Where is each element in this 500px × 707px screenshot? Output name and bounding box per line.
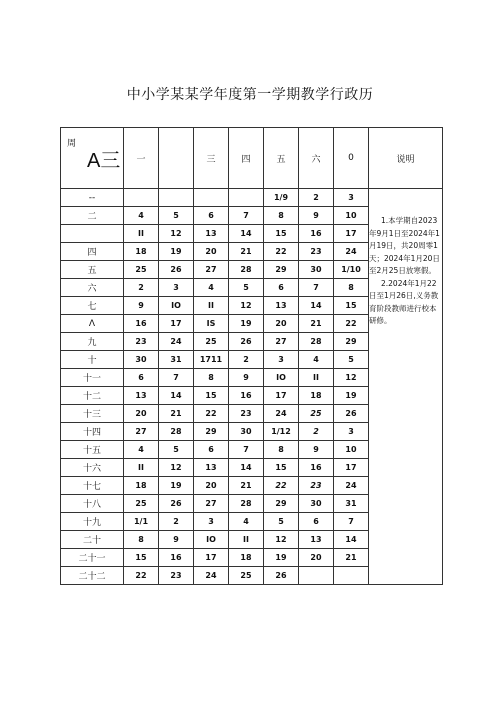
date-cell: 14 — [334, 531, 369, 549]
date-cell: 20 — [124, 405, 159, 423]
date-cell: 16 — [299, 225, 334, 243]
week-header-cell — [61, 128, 124, 189]
date-cell: 25 — [124, 261, 159, 279]
date-cell: 21 — [334, 549, 369, 567]
date-cell: 20 — [194, 243, 229, 261]
week-number-cell — [61, 225, 124, 243]
date-cell: 8 — [264, 207, 299, 225]
date-cell: 30 — [229, 423, 264, 441]
date-cell: 3 — [194, 513, 229, 531]
date-cell: 20 — [194, 477, 229, 495]
date-cell: 9 — [299, 441, 334, 459]
date-cell: II — [194, 297, 229, 315]
date-cell: 20 — [299, 549, 334, 567]
week-number-cell: 十六 — [61, 459, 124, 477]
date-cell — [299, 567, 334, 585]
date-cell: 1/9 — [264, 189, 299, 207]
week-header-label: 周 — [67, 139, 77, 149]
date-cell: 9 — [229, 369, 264, 387]
date-cell: 21 — [229, 243, 264, 261]
date-cell: 23 — [299, 477, 334, 495]
date-cell: 2 — [229, 351, 264, 369]
date-cell: 3 — [159, 279, 194, 297]
week-number-cell: 九 — [61, 333, 124, 351]
day-header: 四 — [229, 128, 264, 189]
date-cell: 12 — [159, 225, 194, 243]
date-cell: 25 — [229, 567, 264, 585]
date-cell: 24 — [159, 333, 194, 351]
date-cell: 15 — [124, 549, 159, 567]
date-cell: 2 — [299, 189, 334, 207]
week-number-cell: 十八 — [61, 495, 124, 513]
date-cell: 12 — [334, 369, 369, 387]
date-cell: 7 — [299, 279, 334, 297]
week-number-cell: 七 — [61, 297, 124, 315]
date-cell: 29 — [334, 333, 369, 351]
date-cell: 17 — [194, 549, 229, 567]
week-number-cell: 六 — [61, 279, 124, 297]
date-cell: 17 — [334, 225, 369, 243]
week-number-cell: 二 — [61, 207, 124, 225]
date-cell: 30 — [299, 261, 334, 279]
date-cell: 6 — [124, 369, 159, 387]
date-cell: 7 — [229, 207, 264, 225]
date-cell: 8 — [264, 441, 299, 459]
date-cell: 13 — [124, 387, 159, 405]
date-cell: 23 — [159, 567, 194, 585]
date-cell: 16 — [124, 315, 159, 333]
date-cell: II — [124, 459, 159, 477]
date-cell: 16 — [299, 459, 334, 477]
notes-cell — [369, 189, 443, 585]
date-cell: 1/10 — [334, 261, 369, 279]
date-cell: 22 — [194, 405, 229, 423]
date-cell: 26 — [159, 261, 194, 279]
week-number-cell: -- — [61, 189, 124, 207]
date-cell: 24 — [334, 243, 369, 261]
date-cell: 17 — [334, 459, 369, 477]
date-cell: 4 — [229, 513, 264, 531]
date-cell: 21 — [159, 405, 194, 423]
date-cell: 29 — [264, 261, 299, 279]
date-cell: 10 — [334, 207, 369, 225]
date-cell: 27 — [264, 333, 299, 351]
day-header: 六 — [299, 128, 334, 189]
week-number-cell: 十 — [61, 351, 124, 369]
calendar-table — [60, 127, 443, 585]
date-cell: 17 — [264, 387, 299, 405]
date-cell: 18 — [229, 549, 264, 567]
date-cell: 8 — [124, 531, 159, 549]
week-number-cell: 四 — [61, 243, 124, 261]
date-cell: 7 — [334, 513, 369, 531]
week-number-cell: 五 — [61, 261, 124, 279]
date-cell: II — [229, 531, 264, 549]
week-number-cell: 十九 — [61, 513, 124, 531]
date-cell: 8 — [334, 279, 369, 297]
date-cell: 13 — [194, 225, 229, 243]
date-cell: 5 — [264, 513, 299, 531]
date-cell: 5 — [334, 351, 369, 369]
date-cell: 4 — [124, 441, 159, 459]
week-number-cell: 十一 — [61, 369, 124, 387]
date-cell: 4 — [299, 351, 334, 369]
date-cell: 25 — [124, 495, 159, 513]
date-cell: 6 — [299, 513, 334, 531]
day-header — [159, 128, 194, 189]
week-number-cell: 二十一 — [61, 549, 124, 567]
date-cell: 22 — [264, 243, 299, 261]
date-cell: 15 — [264, 225, 299, 243]
date-cell — [334, 567, 369, 585]
week-number-cell: 十五 — [61, 441, 124, 459]
header-row — [61, 128, 443, 189]
date-cell: 1711 — [194, 351, 229, 369]
date-cell: 30 — [299, 495, 334, 513]
date-cell: 7 — [229, 441, 264, 459]
date-cell: 28 — [229, 495, 264, 513]
date-cell: 18 — [124, 243, 159, 261]
date-cell — [229, 189, 264, 207]
date-cell: 19 — [229, 315, 264, 333]
date-cell: 6 — [194, 207, 229, 225]
date-cell: 15 — [264, 459, 299, 477]
date-cell: 14 — [229, 225, 264, 243]
date-cell: 1/12 — [264, 423, 299, 441]
week-number-cell: 二十二 — [61, 567, 124, 585]
date-cell: 29 — [264, 495, 299, 513]
week-number-cell: 二十 — [61, 531, 124, 549]
date-cell: 15 — [194, 387, 229, 405]
date-cell: 2 — [124, 279, 159, 297]
date-cell: 2 — [299, 423, 334, 441]
date-cell: 12 — [264, 531, 299, 549]
date-cell: 3 — [264, 351, 299, 369]
date-cell: 5 — [229, 279, 264, 297]
date-cell: 5 — [159, 441, 194, 459]
date-cell: 31 — [334, 495, 369, 513]
date-cell: 23 — [124, 333, 159, 351]
date-cell: 19 — [334, 387, 369, 405]
date-cell: 24 — [194, 567, 229, 585]
date-cell: 19 — [159, 243, 194, 261]
date-cell: 20 — [264, 315, 299, 333]
date-cell: 25 — [299, 405, 334, 423]
note-header: 说明 — [369, 128, 443, 189]
date-cell: 5 — [159, 207, 194, 225]
date-cell: II — [124, 225, 159, 243]
date-cell: 30 — [124, 351, 159, 369]
day-header: 0 — [334, 128, 369, 189]
date-cell: 26 — [264, 567, 299, 585]
week-header-big-label: A三 — [87, 150, 121, 172]
date-cell: 31 — [159, 351, 194, 369]
date-cell: 9 — [124, 297, 159, 315]
date-cell — [194, 189, 229, 207]
date-cell: IO — [159, 297, 194, 315]
date-cell: 14 — [299, 297, 334, 315]
date-cell: 4 — [194, 279, 229, 297]
date-cell: 18 — [299, 387, 334, 405]
date-cell — [124, 189, 159, 207]
date-cell: 21 — [299, 315, 334, 333]
date-cell: II — [299, 369, 334, 387]
date-cell: 21 — [229, 477, 264, 495]
date-cell: 26 — [229, 333, 264, 351]
note-item-2: 2.2024年1月22日至1月26日,义务教育阶段教师进行校本研修。 — [369, 278, 439, 325]
date-cell: 23 — [299, 243, 334, 261]
date-cell: 9 — [299, 207, 334, 225]
date-cell: 7 — [159, 369, 194, 387]
day-header: 五 — [264, 128, 299, 189]
date-cell: 18 — [124, 477, 159, 495]
week-number-cell: 十三 — [61, 405, 124, 423]
date-cell: 27 — [124, 423, 159, 441]
date-cell: 27 — [194, 495, 229, 513]
date-cell: 12 — [159, 459, 194, 477]
week-number-cell: 十七 — [61, 477, 124, 495]
day-header: 三 — [194, 128, 229, 189]
date-cell: 26 — [334, 405, 369, 423]
date-cell: 13 — [194, 459, 229, 477]
date-cell: 25 — [194, 333, 229, 351]
date-cell: 19 — [264, 549, 299, 567]
date-cell: 1/1 — [124, 513, 159, 531]
date-cell: 9 — [159, 531, 194, 549]
day-header: 一 — [124, 128, 159, 189]
date-cell: 16 — [229, 387, 264, 405]
date-cell: 23 — [229, 405, 264, 423]
date-cell — [159, 189, 194, 207]
date-cell: 3 — [334, 189, 369, 207]
date-cell: IO — [194, 531, 229, 549]
table-row — [61, 189, 443, 207]
week-number-cell: 十四 — [61, 423, 124, 441]
page-title: 中小学某某学年度第一学期教学行政历 — [126, 87, 374, 103]
date-cell: 24 — [334, 477, 369, 495]
date-cell: IO — [264, 369, 299, 387]
date-cell: 8 — [194, 369, 229, 387]
date-cell: 10 — [334, 441, 369, 459]
date-cell: 28 — [229, 261, 264, 279]
date-cell: 16 — [159, 549, 194, 567]
date-cell: 14 — [229, 459, 264, 477]
date-cell: 22 — [264, 477, 299, 495]
date-cell: 24 — [264, 405, 299, 423]
date-cell: 13 — [264, 297, 299, 315]
date-cell: 29 — [194, 423, 229, 441]
date-cell: 28 — [159, 423, 194, 441]
note-item-1: 1.本学期自2023年9月1日至2024年1月19日，共20周零1天；2024年1月20日至2月25日放寒假。 — [369, 216, 440, 275]
date-cell: 2 — [159, 513, 194, 531]
week-number-cell: 十二 — [61, 387, 124, 405]
date-cell: 12 — [229, 297, 264, 315]
date-cell: 3 — [334, 423, 369, 441]
date-cell: 6 — [194, 441, 229, 459]
date-cell: 22 — [334, 315, 369, 333]
date-cell: IS — [194, 315, 229, 333]
date-cell: 19 — [159, 477, 194, 495]
date-cell: 26 — [159, 495, 194, 513]
week-number-cell: Λ — [61, 315, 124, 333]
date-cell: 14 — [159, 387, 194, 405]
date-cell: 4 — [124, 207, 159, 225]
date-cell: 27 — [194, 261, 229, 279]
date-cell: 28 — [299, 333, 334, 351]
date-cell: 17 — [159, 315, 194, 333]
date-cell: 6 — [264, 279, 299, 297]
date-cell: 15 — [334, 297, 369, 315]
date-cell: 22 — [124, 567, 159, 585]
date-cell: 13 — [299, 531, 334, 549]
